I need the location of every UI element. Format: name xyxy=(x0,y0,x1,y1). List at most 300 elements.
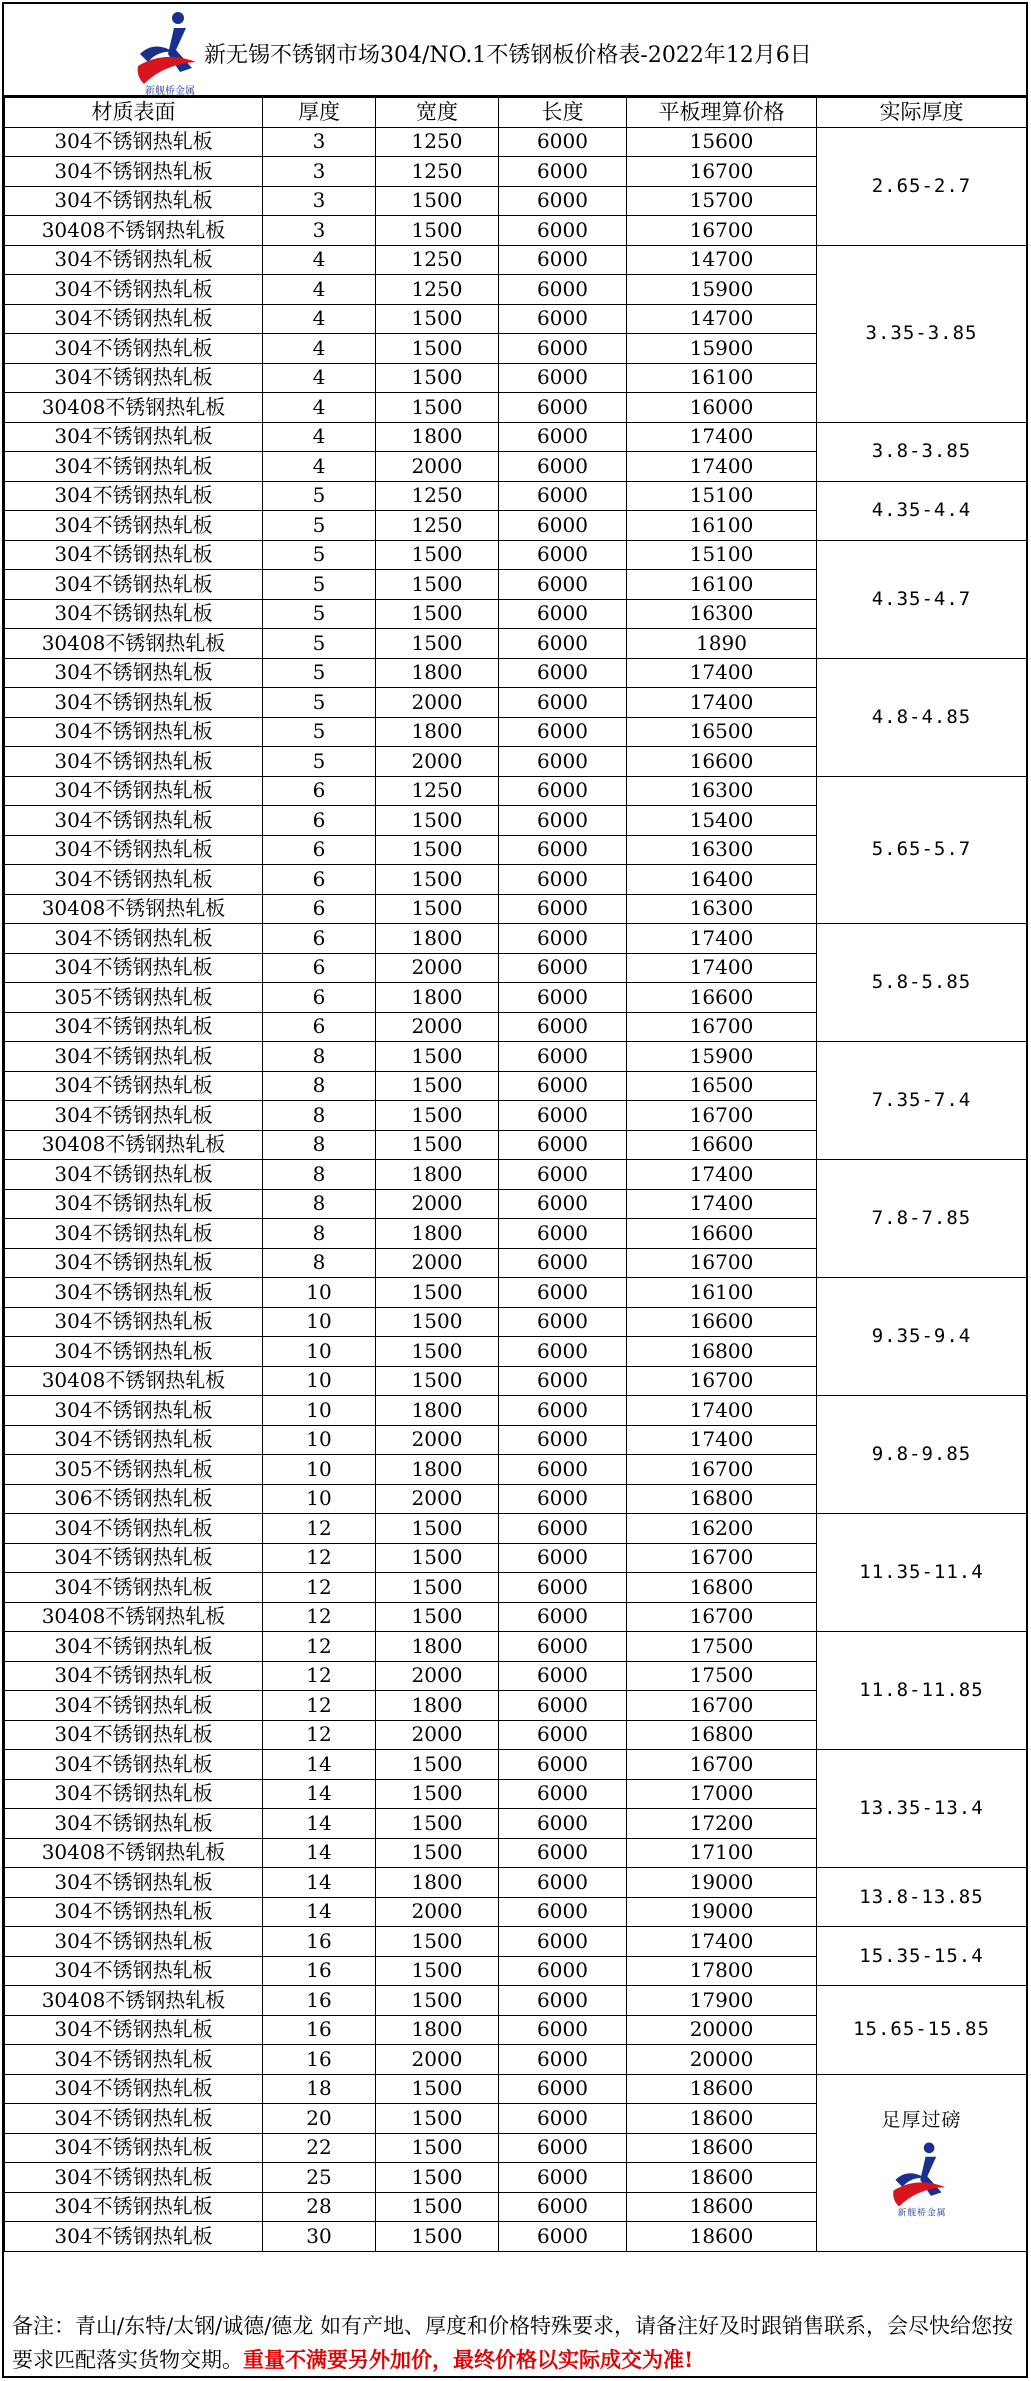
cell-length: 6000 xyxy=(499,599,627,629)
cell-thickness: 8 xyxy=(263,1071,376,1101)
actual-thickness-label: 11.35-11.4 xyxy=(859,1561,984,1583)
cell-material: 304不锈钢热轧板 xyxy=(5,688,263,718)
cell-thickness: 4 xyxy=(263,363,376,393)
cell-price: 16700 xyxy=(627,1455,817,1485)
cell-material: 304不锈钢热轧板 xyxy=(5,1897,263,1927)
cell-thickness: 10 xyxy=(263,1278,376,1308)
cell-price: 17400 xyxy=(627,1425,817,1455)
col-header-length: 长度 xyxy=(499,98,627,128)
cell-length: 6000 xyxy=(499,2104,627,2134)
cell-width: 2000 xyxy=(376,1897,499,1927)
cell-width: 2000 xyxy=(376,1189,499,1219)
sheet-header xyxy=(4,4,1026,97)
cell-thickness: 5 xyxy=(263,481,376,511)
table-row xyxy=(5,1986,1027,2016)
cell-actual-thickness xyxy=(817,1632,1027,1750)
cell-material: 304不锈钢热轧板 xyxy=(5,1956,263,1986)
note-highlight: 重量不满要另外加价，最终价格以实际成交为准! xyxy=(243,2347,694,2372)
cell-price: 16600 xyxy=(627,1130,817,1160)
cell-price: 17200 xyxy=(627,1809,817,1839)
col-header-price: 平板理算价格 xyxy=(627,98,817,128)
cell-width: 1800 xyxy=(376,2015,499,2045)
cell-width: 1500 xyxy=(376,393,499,423)
cell-material: 304不锈钢热轧板 xyxy=(5,2104,263,2134)
cell-thickness: 12 xyxy=(263,1602,376,1632)
cell-material: 304不锈钢热轧板 xyxy=(5,304,263,334)
cell-width: 1800 xyxy=(376,1219,499,1249)
cell-length: 6000 xyxy=(499,747,627,777)
cell-length: 6000 xyxy=(499,1573,627,1603)
cell-actual-thickness xyxy=(817,422,1027,481)
cell-price: 20000 xyxy=(627,2045,817,2075)
cell-actual-thickness xyxy=(817,1278,1027,1396)
cell-price: 16600 xyxy=(627,747,817,777)
cell-width: 1500 xyxy=(376,1956,499,1986)
cell-price: 18600 xyxy=(627,2222,817,2252)
cell-thickness: 16 xyxy=(263,2045,376,2075)
cell-thickness: 14 xyxy=(263,1779,376,1809)
actual-thickness-label: 2.65-2.7 xyxy=(871,174,972,197)
cell-price: 17100 xyxy=(627,1838,817,1868)
cell-price: 18600 xyxy=(627,2133,817,2163)
cell-thickness: 30 xyxy=(263,2222,376,2252)
cell-price: 18600 xyxy=(627,2192,817,2222)
cell-thickness: 16 xyxy=(263,1927,376,1957)
cell-price: 17400 xyxy=(627,924,817,954)
cell-material: 304不锈钢热轧板 xyxy=(5,186,263,216)
cell-width: 1500 xyxy=(376,1573,499,1603)
cell-width: 1800 xyxy=(376,1455,499,1485)
cell-width: 1500 xyxy=(376,2163,499,2193)
cell-thickness: 28 xyxy=(263,2192,376,2222)
cell-material: 304不锈钢热轧板 xyxy=(5,1927,263,1957)
actual-thickness-label: 4.8-4.85 xyxy=(871,705,972,728)
cell-length: 6000 xyxy=(499,953,627,983)
cell-length: 6000 xyxy=(499,570,627,600)
cell-width: 1500 xyxy=(376,1602,499,1632)
cell-price: 16700 xyxy=(627,1602,817,1632)
actual-thickness-label: 13.8-13.85 xyxy=(859,1885,984,1908)
cell-width: 1500 xyxy=(376,1278,499,1308)
cell-price: 15900 xyxy=(627,1042,817,1072)
price-table xyxy=(4,97,1027,2252)
cell-width: 1500 xyxy=(376,1927,499,1957)
cell-length: 6000 xyxy=(499,1484,627,1514)
table-row xyxy=(5,540,1027,570)
cell-material: 304不锈钢热轧板 xyxy=(5,422,263,452)
cell-thickness: 8 xyxy=(263,1101,376,1131)
cell-price: 17400 xyxy=(627,1189,817,1219)
cell-length: 6000 xyxy=(499,1248,627,1278)
cell-width: 1500 xyxy=(376,1042,499,1072)
col-header-actual-thickness: 实际厚度 xyxy=(817,98,1027,128)
cell-material: 304不锈钢热轧板 xyxy=(5,1809,263,1839)
cell-material: 30408不锈钢热轧板 xyxy=(5,629,263,659)
cell-length: 6000 xyxy=(499,245,627,275)
cell-price: 16300 xyxy=(627,835,817,865)
cell-width: 1250 xyxy=(376,511,499,541)
cell-material: 304不锈钢热轧板 xyxy=(5,776,263,806)
cell-width: 1500 xyxy=(376,304,499,334)
cell-width: 1250 xyxy=(376,157,499,187)
cell-price: 16800 xyxy=(627,1484,817,1514)
cell-width: 1500 xyxy=(376,1779,499,1809)
cell-material: 304不锈钢热轧板 xyxy=(5,599,263,629)
actual-thickness-label: 11.8-11.85 xyxy=(859,1679,984,1701)
cell-length: 6000 xyxy=(499,776,627,806)
cell-length: 6000 xyxy=(499,894,627,924)
cell-length: 6000 xyxy=(499,1543,627,1573)
cell-material: 304不锈钢热轧板 xyxy=(5,1337,263,1367)
table-body xyxy=(5,127,1027,2251)
cell-price: 16100 xyxy=(627,1278,817,1308)
cell-thickness: 4 xyxy=(263,393,376,423)
cell-material: 304不锈钢热轧板 xyxy=(5,452,263,482)
cell-price: 16600 xyxy=(627,1219,817,1249)
cell-price: 16100 xyxy=(627,363,817,393)
company-logo-icon xyxy=(890,2140,954,2218)
cell-thickness: 8 xyxy=(263,1189,376,1219)
cell-actual-thickness xyxy=(817,1396,1027,1514)
cell-length: 6000 xyxy=(499,2045,627,2075)
cell-width: 2000 xyxy=(376,747,499,777)
cell-width: 1500 xyxy=(376,540,499,570)
cell-length: 6000 xyxy=(499,334,627,364)
cell-price: 16700 xyxy=(627,1366,817,1396)
cell-length: 6000 xyxy=(499,1101,627,1131)
cell-material: 304不锈钢热轧板 xyxy=(5,570,263,600)
cell-width: 1800 xyxy=(376,1396,499,1426)
cell-material: 304不锈钢热轧板 xyxy=(5,2074,263,2104)
actual-thickness-label: 7.8-7.85 xyxy=(871,1207,972,1229)
table-row xyxy=(5,1278,1027,1308)
actual-thickness-label: 7.35-7.4 xyxy=(871,1089,972,1111)
cell-width: 1500 xyxy=(376,1337,499,1367)
cell-width: 2000 xyxy=(376,953,499,983)
cell-actual-thickness xyxy=(817,540,1027,658)
cell-thickness: 22 xyxy=(263,2133,376,2163)
table-row xyxy=(5,658,1027,688)
cell-width: 1500 xyxy=(376,2133,499,2163)
cell-price: 19000 xyxy=(627,1897,817,1927)
cell-thickness: 14 xyxy=(263,1897,376,1927)
cell-material: 304不锈钢热轧板 xyxy=(5,717,263,747)
cell-price: 17500 xyxy=(627,1661,817,1691)
cell-actual-thickness xyxy=(817,1986,1027,2075)
cell-material: 304不锈钢热轧板 xyxy=(5,1750,263,1780)
cell-price: 16300 xyxy=(627,776,817,806)
cell-width: 1800 xyxy=(376,1632,499,1662)
cell-material: 304不锈钢热轧板 xyxy=(5,1632,263,1662)
cell-width: 1500 xyxy=(376,570,499,600)
cell-thickness: 12 xyxy=(263,1573,376,1603)
cell-material: 305不锈钢热轧板 xyxy=(5,983,263,1013)
cell-price: 16700 xyxy=(627,1248,817,1278)
cell-length: 6000 xyxy=(499,806,627,836)
cell-width: 1500 xyxy=(376,835,499,865)
actual-thickness-label: 4.35-4.7 xyxy=(871,587,972,610)
cell-material: 304不锈钢热轧板 xyxy=(5,865,263,895)
cell-length: 6000 xyxy=(499,717,627,747)
cell-length: 6000 xyxy=(499,1632,627,1662)
cell-material: 304不锈钢热轧板 xyxy=(5,1779,263,1809)
actual-thickness-label: 9.8-9.85 xyxy=(871,1443,972,1465)
table-row xyxy=(5,1160,1027,1190)
cell-price: 16700 xyxy=(627,216,817,246)
cell-price: 16600 xyxy=(627,1307,817,1337)
cell-length: 6000 xyxy=(499,1307,627,1337)
cell-thickness: 8 xyxy=(263,1160,376,1190)
cell-width: 1500 xyxy=(376,1514,499,1544)
cell-thickness: 14 xyxy=(263,1750,376,1780)
cell-length: 6000 xyxy=(499,216,627,246)
cell-length: 6000 xyxy=(499,127,627,157)
cell-price: 16600 xyxy=(627,983,817,1013)
cell-price: 18600 xyxy=(627,2104,817,2134)
cell-price: 16700 xyxy=(627,157,817,187)
cell-width: 1250 xyxy=(376,275,499,305)
cell-thickness: 14 xyxy=(263,1838,376,1868)
cell-material: 304不锈钢热轧板 xyxy=(5,363,263,393)
table-row xyxy=(5,1632,1027,1662)
cell-material: 304不锈钢热轧板 xyxy=(5,1219,263,1249)
cell-width: 1500 xyxy=(376,1750,499,1780)
col-header-width: 宽度 xyxy=(376,98,499,128)
cell-width: 1250 xyxy=(376,127,499,157)
cell-price: 16100 xyxy=(627,511,817,541)
cell-width: 1800 xyxy=(376,983,499,1013)
cell-price: 16300 xyxy=(627,894,817,924)
cell-length: 6000 xyxy=(499,275,627,305)
cell-actual-thickness xyxy=(817,481,1027,540)
cell-width: 1800 xyxy=(376,717,499,747)
cell-price: 17400 xyxy=(627,658,817,688)
cell-length: 6000 xyxy=(499,304,627,334)
logo-text: 新舰桥金属 xyxy=(145,86,195,96)
cell-thickness: 6 xyxy=(263,865,376,895)
cell-thickness: 16 xyxy=(263,1986,376,2016)
cell-price: 1890 xyxy=(627,629,817,659)
actual-thickness-label: 5.8-5.85 xyxy=(871,971,972,993)
cell-material: 304不锈钢热轧板 xyxy=(5,511,263,541)
cell-actual-thickness xyxy=(817,776,1027,924)
cell-material: 304不锈钢热轧板 xyxy=(5,1720,263,1750)
cell-width: 1500 xyxy=(376,2104,499,2134)
note-text: 备注：青山/东特/太钢/诚德/德龙 如有产地、厚度和价格特殊要求，请备注好及时跟销售联系，会尽快给您按要求匹配落实货物交期。 xyxy=(12,2314,1013,2372)
cell-width: 1500 xyxy=(376,1986,499,2016)
cell-price: 16700 xyxy=(627,1691,817,1721)
cell-thickness: 12 xyxy=(263,1691,376,1721)
cell-width: 2000 xyxy=(376,1720,499,1750)
actual-thickness-label: 15.35-15.4 xyxy=(859,1944,984,1967)
cell-material: 304不锈钢热轧板 xyxy=(5,835,263,865)
cell-thickness: 5 xyxy=(263,570,376,600)
cell-length: 6000 xyxy=(499,1366,627,1396)
cell-thickness: 6 xyxy=(263,953,376,983)
cell-length: 6000 xyxy=(499,1042,627,1072)
cell-length: 6000 xyxy=(499,1809,627,1839)
cell-width: 1800 xyxy=(376,1691,499,1721)
cell-width: 1500 xyxy=(376,1543,499,1573)
cell-thickness: 12 xyxy=(263,1632,376,1662)
cell-actual-thickness xyxy=(817,1750,1027,1868)
cell-material: 304不锈钢热轧板 xyxy=(5,2222,263,2252)
cell-thickness: 12 xyxy=(263,1543,376,1573)
cell-width: 1500 xyxy=(376,1366,499,1396)
cell-width: 1500 xyxy=(376,186,499,216)
cell-material: 30408不锈钢热轧板 xyxy=(5,1602,263,1632)
cell-width: 2000 xyxy=(376,1248,499,1278)
cell-thickness: 3 xyxy=(263,157,376,187)
cell-width: 1800 xyxy=(376,658,499,688)
actual-thickness-label: 15.65-15.85 xyxy=(853,2018,990,2041)
cell-width: 1500 xyxy=(376,1838,499,1868)
cell-price: 17800 xyxy=(627,1956,817,1986)
cell-thickness: 16 xyxy=(263,2015,376,2045)
cell-price: 17900 xyxy=(627,1986,817,2016)
cell-width: 1500 xyxy=(376,2222,499,2252)
table-row xyxy=(5,776,1027,806)
cell-material: 304不锈钢热轧板 xyxy=(5,806,263,836)
cell-price: 14700 xyxy=(627,245,817,275)
cell-width: 1500 xyxy=(376,865,499,895)
cell-length: 6000 xyxy=(499,363,627,393)
cell-width: 1800 xyxy=(376,924,499,954)
cell-price: 17400 xyxy=(627,422,817,452)
cell-actual-thickness xyxy=(817,658,1027,776)
cell-price: 16800 xyxy=(627,1573,817,1603)
cell-material: 304不锈钢热轧板 xyxy=(5,1248,263,1278)
cell-length: 6000 xyxy=(499,924,627,954)
price-sheet xyxy=(2,2,1028,2378)
cell-width: 2000 xyxy=(376,1661,499,1691)
cell-length: 6000 xyxy=(499,629,627,659)
cell-material: 304不锈钢热轧板 xyxy=(5,1278,263,1308)
cell-thickness: 4 xyxy=(263,304,376,334)
cell-width: 1500 xyxy=(376,2192,499,2222)
cell-thickness: 8 xyxy=(263,1248,376,1278)
cell-thickness: 6 xyxy=(263,1012,376,1042)
cell-thickness: 6 xyxy=(263,806,376,836)
cell-price: 15100 xyxy=(627,540,817,570)
cell-price: 17400 xyxy=(627,1927,817,1957)
cell-length: 6000 xyxy=(499,1956,627,1986)
cell-thickness: 5 xyxy=(263,599,376,629)
cell-thickness: 20 xyxy=(263,2104,376,2134)
cell-actual-thickness xyxy=(817,1868,1027,1927)
cell-width: 1250 xyxy=(376,776,499,806)
cell-length: 6000 xyxy=(499,1691,627,1721)
cell-material: 30408不锈钢热轧板 xyxy=(5,1366,263,1396)
cell-width: 1500 xyxy=(376,629,499,659)
cell-thickness: 10 xyxy=(263,1455,376,1485)
cell-length: 6000 xyxy=(499,1868,627,1898)
cell-material: 304不锈钢热轧板 xyxy=(5,953,263,983)
cell-material: 30408不锈钢热轧板 xyxy=(5,1130,263,1160)
cell-actual-thickness xyxy=(817,2074,1027,2251)
cell-material: 30408不锈钢热轧板 xyxy=(5,216,263,246)
cell-width: 1500 xyxy=(376,1101,499,1131)
cell-width: 2000 xyxy=(376,452,499,482)
cell-length: 6000 xyxy=(499,1278,627,1308)
cell-length: 6000 xyxy=(499,1012,627,1042)
cell-actual-thickness xyxy=(817,1042,1027,1160)
cell-material: 304不锈钢热轧板 xyxy=(5,1071,263,1101)
cell-thickness: 3 xyxy=(263,127,376,157)
cell-thickness: 8 xyxy=(263,1042,376,1072)
cell-length: 6000 xyxy=(499,658,627,688)
cell-width: 1800 xyxy=(376,422,499,452)
cell-length: 6000 xyxy=(499,1779,627,1809)
cell-width: 1250 xyxy=(376,481,499,511)
cell-price: 16500 xyxy=(627,1071,817,1101)
cell-material: 304不锈钢热轧板 xyxy=(5,924,263,954)
table-row xyxy=(5,1042,1027,1072)
cell-thickness: 5 xyxy=(263,540,376,570)
cell-price: 15900 xyxy=(627,334,817,364)
table-row xyxy=(5,1868,1027,1898)
cell-material: 304不锈钢热轧板 xyxy=(5,481,263,511)
cell-thickness: 4 xyxy=(263,422,376,452)
cell-price: 16700 xyxy=(627,1543,817,1573)
cell-material: 304不锈钢热轧板 xyxy=(5,1514,263,1544)
table-row xyxy=(5,1396,1027,1426)
table-row xyxy=(5,1927,1027,1957)
cell-price: 15600 xyxy=(627,127,817,157)
cell-actual-thickness xyxy=(817,1927,1027,1986)
table-row xyxy=(5,481,1027,511)
cell-thickness: 4 xyxy=(263,275,376,305)
cell-material: 306不锈钢热轧板 xyxy=(5,1484,263,1514)
cell-width: 1500 xyxy=(376,1307,499,1337)
cell-material: 305不锈钢热轧板 xyxy=(5,1455,263,1485)
cell-width: 1500 xyxy=(376,806,499,836)
cell-width: 1500 xyxy=(376,1071,499,1101)
cell-width: 1500 xyxy=(376,216,499,246)
cell-thickness: 5 xyxy=(263,511,376,541)
cell-price: 15100 xyxy=(627,481,817,511)
cell-width: 2000 xyxy=(376,1484,499,1514)
cell-length: 6000 xyxy=(499,1337,627,1367)
cell-thickness: 6 xyxy=(263,924,376,954)
cell-length: 6000 xyxy=(499,1189,627,1219)
cell-material: 304不锈钢热轧板 xyxy=(5,1691,263,1721)
cell-thickness: 5 xyxy=(263,629,376,659)
table-row xyxy=(5,2074,1027,2104)
cell-material: 304不锈钢热轧板 xyxy=(5,540,263,570)
cell-length: 6000 xyxy=(499,481,627,511)
cell-length: 6000 xyxy=(499,1130,627,1160)
actual-thickness-label: 13.35-13.4 xyxy=(859,1797,984,1819)
cell-thickness: 12 xyxy=(263,1720,376,1750)
cell-length: 6000 xyxy=(499,688,627,718)
cell-width: 1800 xyxy=(376,1160,499,1190)
cell-thickness: 10 xyxy=(263,1366,376,1396)
cell-price: 18600 xyxy=(627,2074,817,2104)
cell-price: 16700 xyxy=(627,1101,817,1131)
cell-thickness: 10 xyxy=(263,1307,376,1337)
table-row xyxy=(5,1514,1027,1544)
cell-price: 17400 xyxy=(627,688,817,718)
footer-note xyxy=(12,2309,1022,2377)
cell-length: 6000 xyxy=(499,983,627,1013)
cell-length: 6000 xyxy=(499,1661,627,1691)
cell-thickness: 4 xyxy=(263,245,376,275)
cell-thickness: 5 xyxy=(263,658,376,688)
cell-length: 6000 xyxy=(499,2133,627,2163)
col-header-material: 材质表面 xyxy=(5,98,263,128)
cell-price: 14700 xyxy=(627,304,817,334)
